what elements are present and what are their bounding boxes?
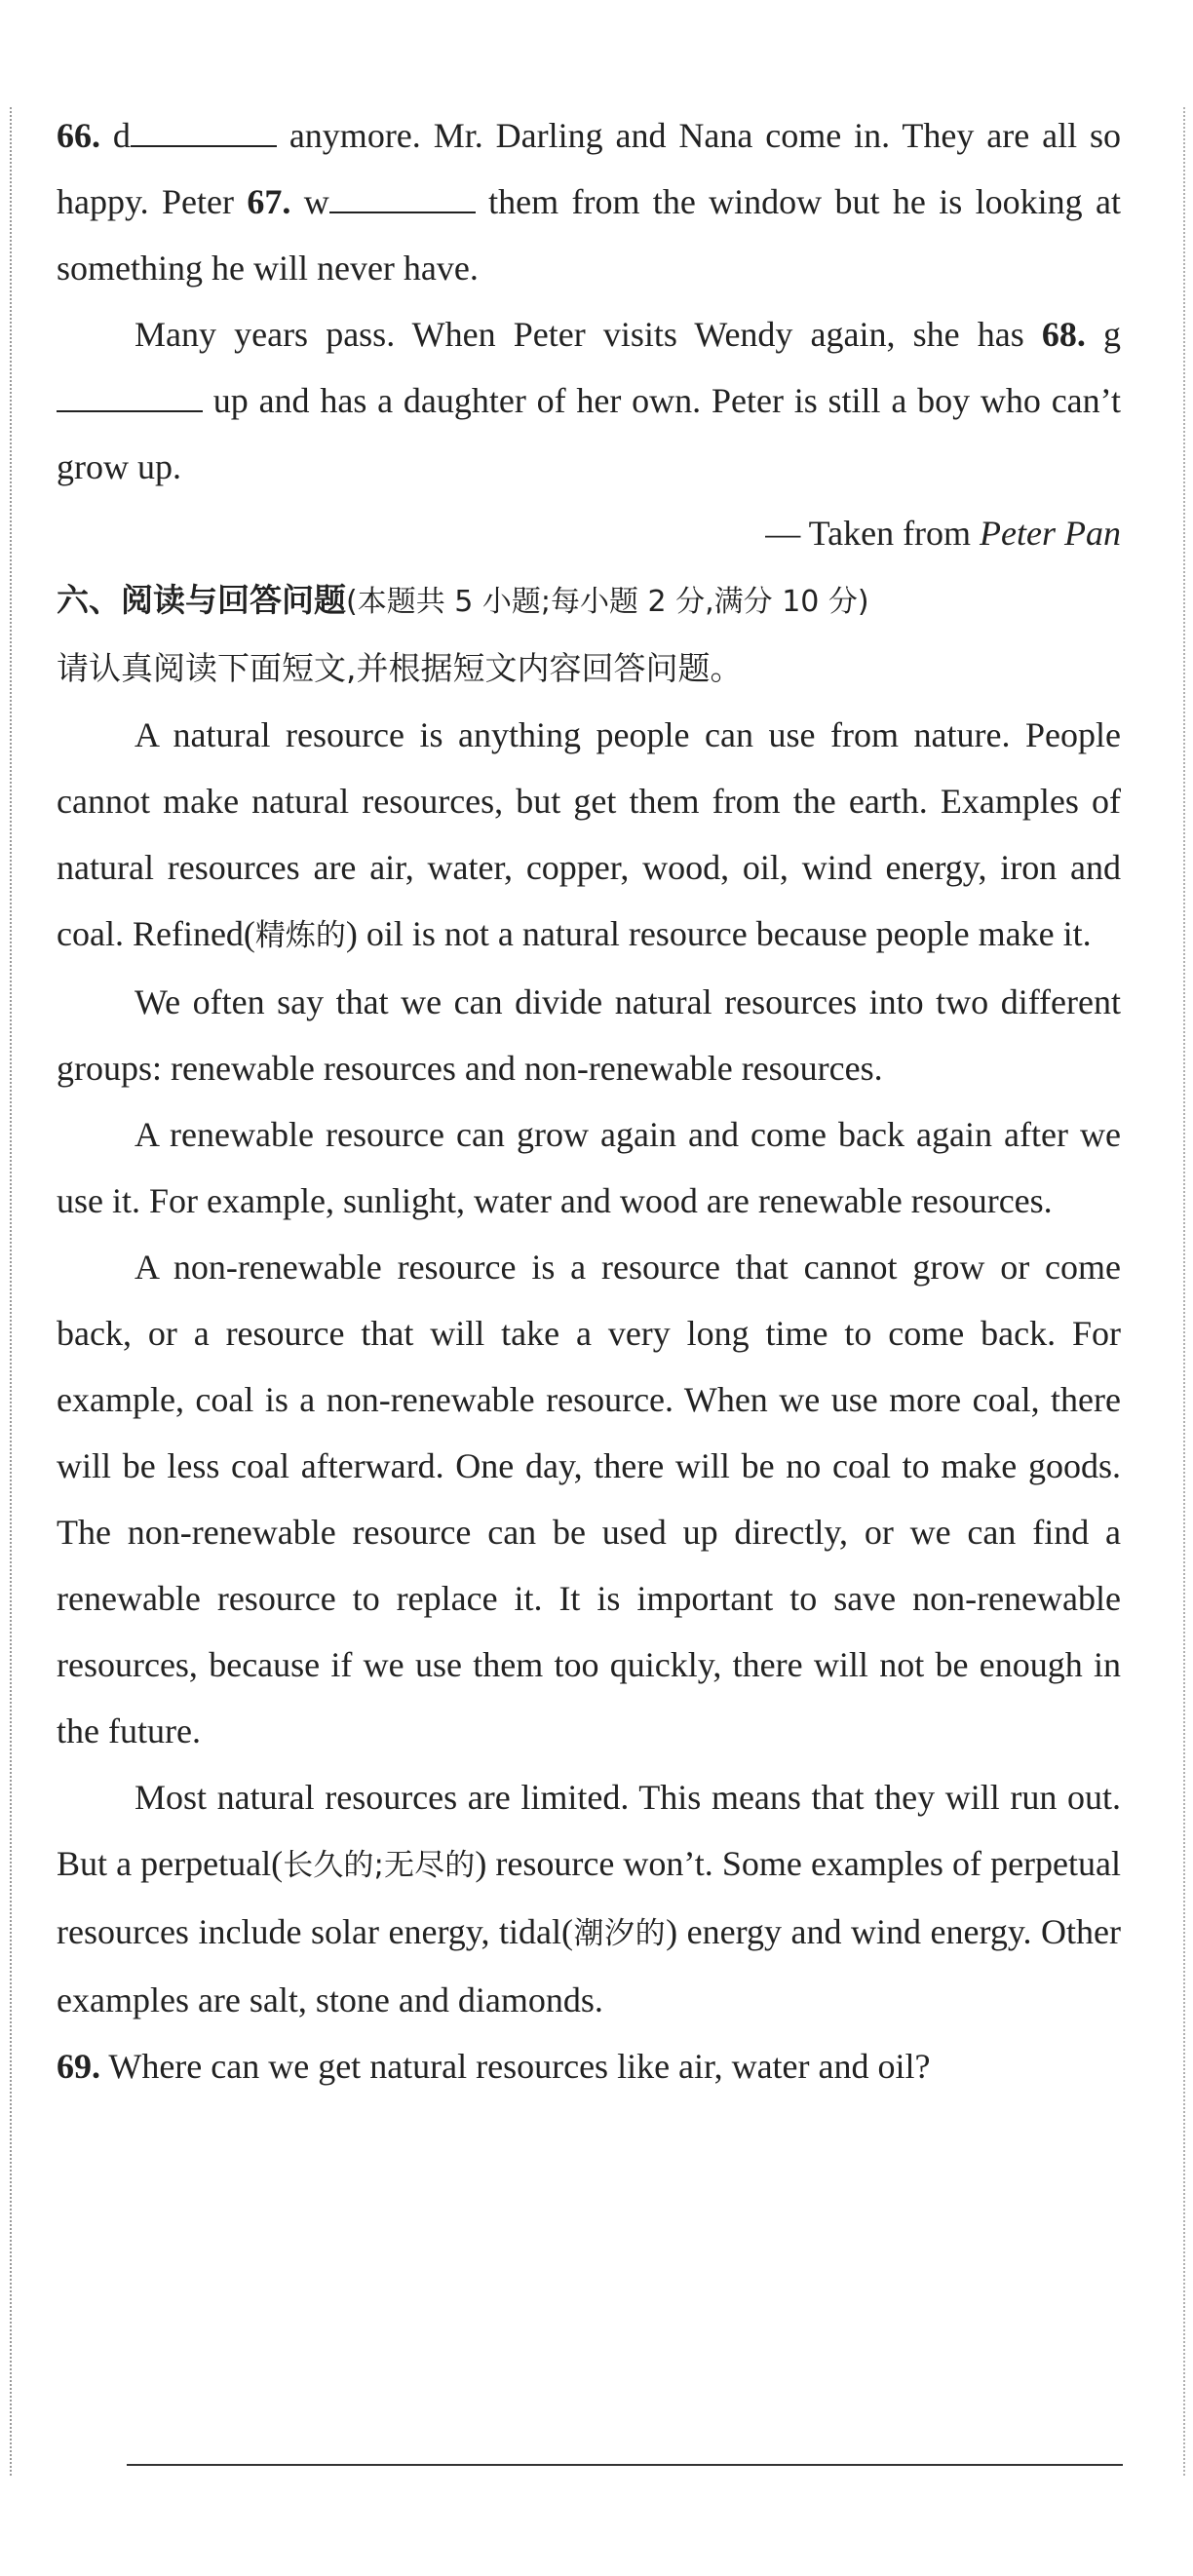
- story-source: [57, 500, 1121, 566]
- section-6-instruction: 请认真阅读下面短文,并根据短文内容回答问题。: [57, 649, 743, 687]
- q66-first-letter: d: [112, 116, 131, 155]
- story-para2-rest: up and has a daughter of her own. Peter is still a boy who can’t grow up.: [57, 381, 1121, 486]
- q66-answer-blank[interactable]: [131, 116, 277, 147]
- q68-first-letter: g: [1103, 315, 1122, 354]
- question-number-67: 67.: [247, 182, 291, 221]
- passage-p1-gloss: 精炼的: [254, 918, 346, 953]
- question-number-68: 68.: [1041, 315, 1086, 354]
- passage-paragraph-1: [57, 702, 1121, 969]
- passage-p1-text-b: ) oil is not a natural resource because people make it.: [345, 914, 1092, 953]
- question-number-66: 66.: [57, 116, 100, 155]
- passage-p5-text-a: Most natural resources are limited. This means that they will run out. But a perpetual(: [57, 1778, 1121, 1883]
- q69-answer-line[interactable]: [127, 2464, 1123, 2466]
- section-6-title: 六、阅读与回答问题: [57, 581, 346, 619]
- section-6-scoring-note: (本题共 5 小题;每小题 2 分,满分 10 分): [346, 585, 869, 619]
- passage-paragraph-5: [57, 1764, 1121, 2033]
- story-line-1: anymore. Mr. Darling and Nana come in. They are all so happy. Peter: [57, 116, 1122, 221]
- question-number-69: 69.: [57, 2047, 100, 2086]
- passage-p5-gloss-tidal: 潮汐的: [572, 1916, 667, 1951]
- left-margin-rule: [10, 107, 12, 2476]
- story-para2-text: Many years pass. When Peter visits Wendy again, she has: [135, 315, 1042, 354]
- story-paragraph-1: [57, 102, 1121, 301]
- q67-answer-blank[interactable]: [329, 182, 476, 213]
- passage-p5-gloss-perpetual: 长久的;无尽的: [283, 1848, 476, 1883]
- page-content: [57, 102, 1121, 2099]
- question-69-text: Where can we get natural resources like air, water and oil?: [100, 2047, 931, 2086]
- right-margin-rule: [1183, 107, 1185, 2476]
- q68-answer-blank[interactable]: [57, 381, 203, 412]
- question-69: [57, 2033, 1121, 2099]
- q67-first-letter: w: [303, 182, 329, 221]
- section-6-header: [57, 566, 1121, 635]
- passage-p5-text-c: ) energy and wind energy. Other examples are salt, stone and diamonds.: [57, 1912, 1122, 2019]
- story-paragraph-2: [57, 301, 1121, 500]
- passage-p5-text-b: ) resource won’t. Some examples of perpetual resources include solar energy, tidal(: [57, 1844, 1121, 1951]
- passage-p1-text-a: A natural resource is anything people can use from nature. People cannot make natural resources, but get them from the earth. Examples of natural resources are air, water, copper, wood, oil, wind energy, iron and coal. Refined(: [57, 715, 1121, 953]
- story-line-2: them from the window but he is looking at something he will never have.: [57, 182, 1122, 288]
- source-prefix: — Taken from: [765, 514, 981, 553]
- passage-paragraph-3: A renewable resource can grow again and come back again after we use it. For example, sunlight, water and wood are renewable resources.: [57, 1115, 1121, 1220]
- passage-paragraph-4: A non-renewable resource is a resource that cannot grow or come back, or a resource that will take a very long time to come back. For example, coal is a non-renewable resource. When we use more coal, there will be less coal afterward. One day, there will be no coal to make goods. The non-renewable resource can be used up directly, or we can find a renewable resource to replace it. It is important to save non-renewable resources, because if we use them too quickly, there will not be enough in the future.: [57, 1248, 1121, 1750]
- source-title: Peter Pan: [980, 514, 1121, 553]
- passage-paragraph-2: We often say that we can divide natural resources into two different groups: renewable resources and non-renewable resources.: [57, 982, 1121, 1088]
